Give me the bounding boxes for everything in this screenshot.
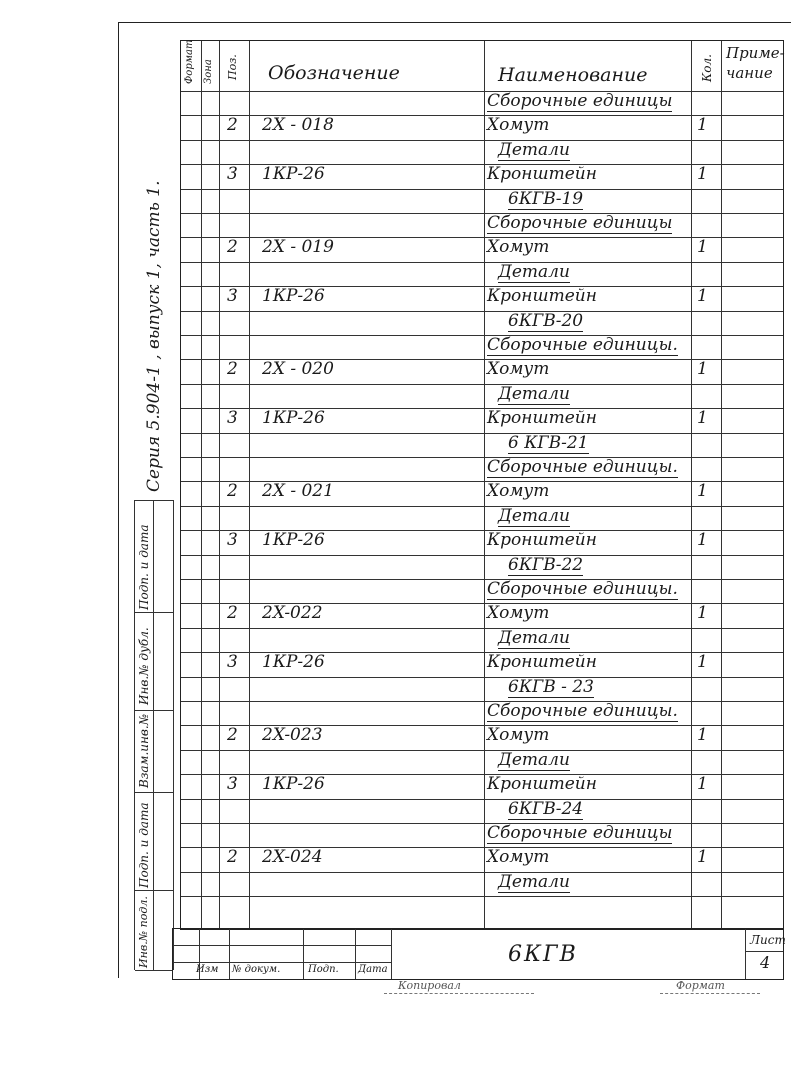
row-section-heading: Сборочные единицы (487, 213, 673, 233)
row-section-heading: Сборочные единицы. (487, 579, 678, 599)
row-pos: 3 (227, 530, 238, 551)
stamp-podp-data-2: Подп. и дата (137, 802, 151, 888)
row-name: Кронштейн (487, 652, 597, 673)
row-designation: 2X-023 (262, 725, 323, 746)
row-pos: 2 (227, 237, 238, 258)
row-name: Хомут (487, 725, 550, 746)
row-separator (181, 262, 783, 263)
header-designation: Обозначение (268, 62, 400, 84)
row-pos: 2 (227, 359, 238, 380)
row-qty: 1 (697, 725, 708, 746)
row-separator (181, 701, 783, 702)
sheet-number: 4 (760, 953, 771, 972)
row-name: Кронштейн (487, 530, 597, 551)
row-name: Кронштейн (487, 408, 597, 429)
row-pos: 3 (227, 164, 238, 185)
row-name: Кронштейн (487, 286, 597, 307)
stamp-inv-podl: Инв.№ подл. (137, 896, 150, 968)
row-pos: 3 (227, 286, 238, 307)
row-name: Хомут (487, 481, 550, 502)
header-note-1: Приме- (726, 44, 785, 62)
row-separator (181, 750, 783, 751)
row-qty: 1 (697, 408, 708, 429)
row-separator (181, 628, 783, 629)
row-name: Хомут (487, 359, 550, 380)
row-designation: 2X - 019 (262, 237, 334, 258)
row-name: 6 КГВ-21 (508, 432, 589, 453)
row-qty: 1 (697, 847, 708, 868)
tb-col-data: Дата (358, 964, 388, 975)
row-section-heading: Детали (498, 383, 570, 404)
row-section-heading: Сборочные единицы (487, 91, 673, 111)
row-designation: 2X - 020 (262, 359, 334, 380)
tb-col-izm: Изм (196, 964, 219, 975)
row-pos: 2 (227, 115, 238, 136)
row-qty: 1 (697, 115, 708, 136)
row-pos: 3 (227, 774, 238, 795)
row-separator (181, 872, 783, 873)
header-format: Формат (184, 39, 195, 84)
row-name: Хомут (487, 237, 550, 258)
row-designation: 2X - 018 (262, 115, 334, 136)
row-designation: 1КР-26 (262, 286, 325, 307)
row-designation: 1КР-26 (262, 530, 325, 551)
sheet-label: Лист (750, 933, 786, 947)
row-separator (181, 823, 783, 824)
row-name: 6КГВ-20 (508, 310, 584, 331)
row-section-heading: Детали (498, 627, 570, 648)
row-section-heading: Детали (498, 139, 570, 160)
row-name: Кронштейн (487, 774, 597, 795)
row-separator (181, 555, 783, 556)
row-designation: 1КР-26 (262, 652, 325, 673)
row-separator (181, 896, 783, 897)
header-name: Наименование (498, 64, 648, 86)
row-qty: 1 (697, 652, 708, 673)
row-section-heading: Детали (498, 505, 570, 526)
row-name: Хомут (487, 115, 550, 136)
row-qty: 1 (697, 359, 708, 380)
row-separator (181, 335, 783, 336)
row-qty: 1 (697, 530, 708, 551)
doc-code: 6КГВ (508, 942, 578, 967)
row-qty: 1 (697, 164, 708, 185)
row-section-heading: Сборочные единицы. (487, 457, 678, 477)
row-separator (181, 311, 783, 312)
row-name: 6КГВ - 23 (508, 676, 594, 697)
row-separator (181, 433, 783, 434)
row-section-heading: Сборочные единицы (487, 823, 673, 843)
row-separator (181, 140, 783, 141)
row-qty: 1 (697, 481, 708, 502)
row-pos: 2 (227, 603, 238, 624)
row-section-heading: Детали (498, 871, 570, 892)
header-note-2: чание (726, 64, 773, 82)
row-qty: 1 (697, 603, 708, 624)
row-name: 6КГВ-19 (508, 188, 584, 209)
row-name: Хомут (487, 847, 550, 868)
tb-col-ndoc: № докум. (232, 964, 281, 975)
row-qty: 1 (697, 286, 708, 307)
row-name: Кронштейн (487, 164, 597, 185)
row-designation: 1КР-26 (262, 164, 325, 185)
row-separator (181, 506, 783, 507)
row-designation: 2X-024 (262, 847, 323, 868)
row-qty: 1 (697, 774, 708, 795)
row-designation: 1КР-26 (262, 408, 325, 429)
row-separator (181, 457, 783, 458)
footer-copied: Копировал (398, 979, 461, 992)
footer-format: Формат (676, 979, 725, 992)
header-zone: Зона (203, 59, 214, 84)
row-section-heading: Сборочные единицы. (487, 701, 678, 721)
row-pos: 2 (227, 847, 238, 868)
row-section-heading: Сборочные единицы. (487, 335, 678, 355)
stamp-inv-dubl: Инв.№ дубл. (137, 627, 151, 705)
row-separator (181, 579, 783, 580)
row-separator (181, 189, 783, 190)
row-pos: 2 (227, 725, 238, 746)
header-pos: Поз. (226, 54, 239, 80)
tb-col-podp: Подп. (308, 964, 339, 975)
row-separator (181, 213, 783, 214)
row-pos: 3 (227, 408, 238, 429)
row-pos: 2 (227, 481, 238, 502)
row-separator (181, 799, 783, 800)
row-section-heading: Детали (498, 749, 570, 770)
row-name: 6КГВ-24 (508, 798, 584, 819)
row-separator (181, 677, 783, 678)
row-designation: 2X - 021 (262, 481, 334, 502)
row-designation: 2X-022 (262, 603, 323, 624)
row-separator (181, 384, 783, 385)
row-qty: 1 (697, 237, 708, 258)
header-qty: Кол. (700, 54, 714, 82)
row-name: Хомут (487, 603, 550, 624)
stamp-vzam-inv: Взам.инв.№ (137, 713, 151, 788)
row-designation: 1КР-26 (262, 774, 325, 795)
series-title: Серия 5.904-1 , выпуск 1, часть 1. (144, 180, 164, 492)
row-pos: 3 (227, 652, 238, 673)
stamp-podp-data-1: Подп. и дата (137, 524, 151, 610)
row-section-heading: Детали (498, 261, 570, 282)
row-name: 6КГВ-22 (508, 554, 584, 575)
